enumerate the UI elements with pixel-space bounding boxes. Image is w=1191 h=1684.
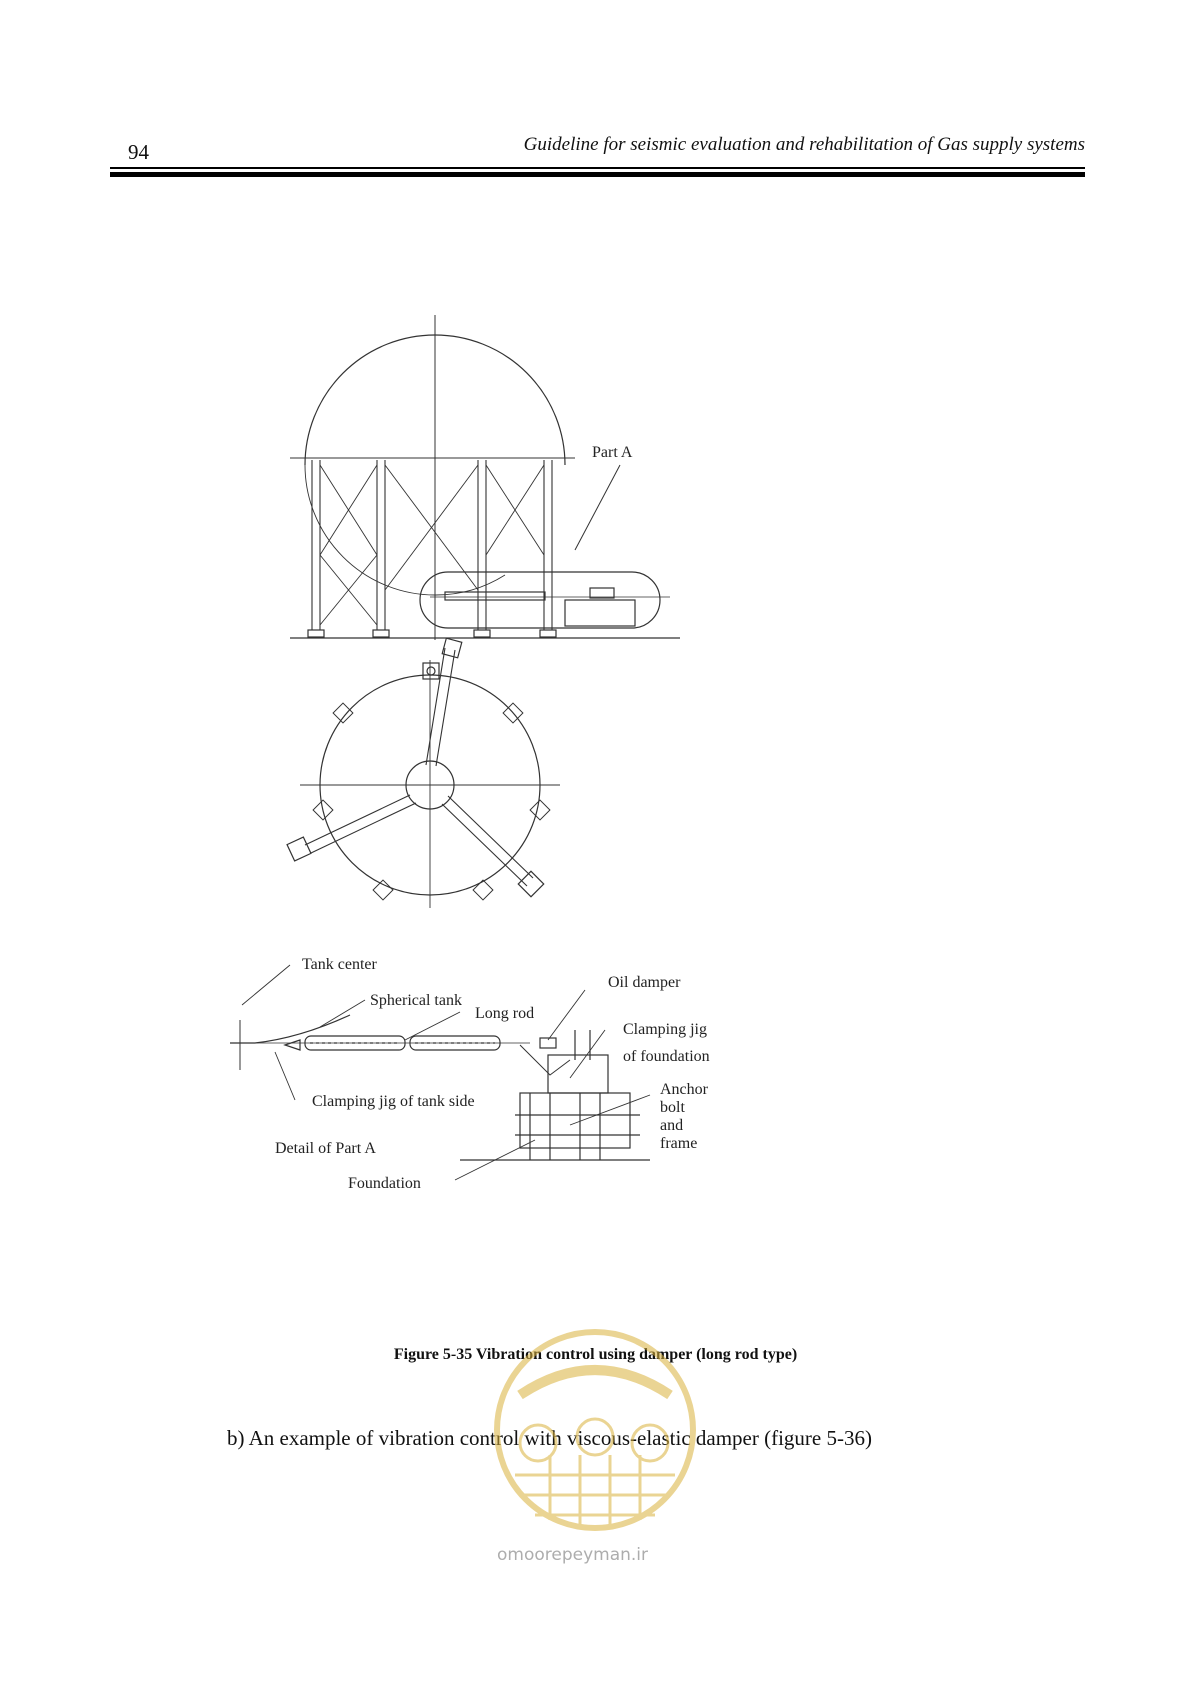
label-clamping-jig-foundation-2: of foundation [623, 1048, 710, 1065]
plan-view [287, 638, 560, 908]
label-part-a: Part A [592, 444, 633, 461]
elevation-view [290, 315, 680, 640]
watermark-text: omoorepeyman.ir [497, 1545, 649, 1565]
label-foundation: Foundation [348, 1175, 421, 1192]
label-detail-part-a: Detail of Part A [275, 1140, 376, 1157]
label-clamping-jig-tank-side: Clamping jig of tank side [312, 1093, 475, 1110]
label-anchor-3: and [660, 1117, 684, 1134]
label-anchor-2: bolt [660, 1099, 685, 1116]
label-spherical-tank: Spherical tank [370, 992, 462, 1009]
label-anchor-4: frame [660, 1135, 698, 1152]
watermark-seal [490, 1325, 700, 1555]
body-paragraph: b) An example of vibration control with viscous-elastic damper (figure 5-36) [227, 1426, 872, 1450]
label-anchor-1: Anchor [660, 1081, 708, 1098]
label-oil-damper: Oil damper [608, 974, 681, 991]
header-rule-thin [110, 167, 1085, 169]
figure-long-rod-damper [230, 300, 790, 1280]
label-clamping-jig-foundation-1: Clamping jig [623, 1021, 707, 1038]
running-header: Guideline for seismic evaluation and rehabilitation of Gas supply systems [523, 134, 1085, 155]
figure-drawing [230, 300, 790, 1280]
header-rule-thick [110, 172, 1085, 177]
label-tank-center: Tank center [302, 956, 377, 973]
figure-caption: Figure 5-35 Vibration control using damper (long rod type) [393, 1346, 798, 1363]
label-long-rod: Long rod [475, 1005, 535, 1022]
page-number: 94 [128, 140, 149, 164]
